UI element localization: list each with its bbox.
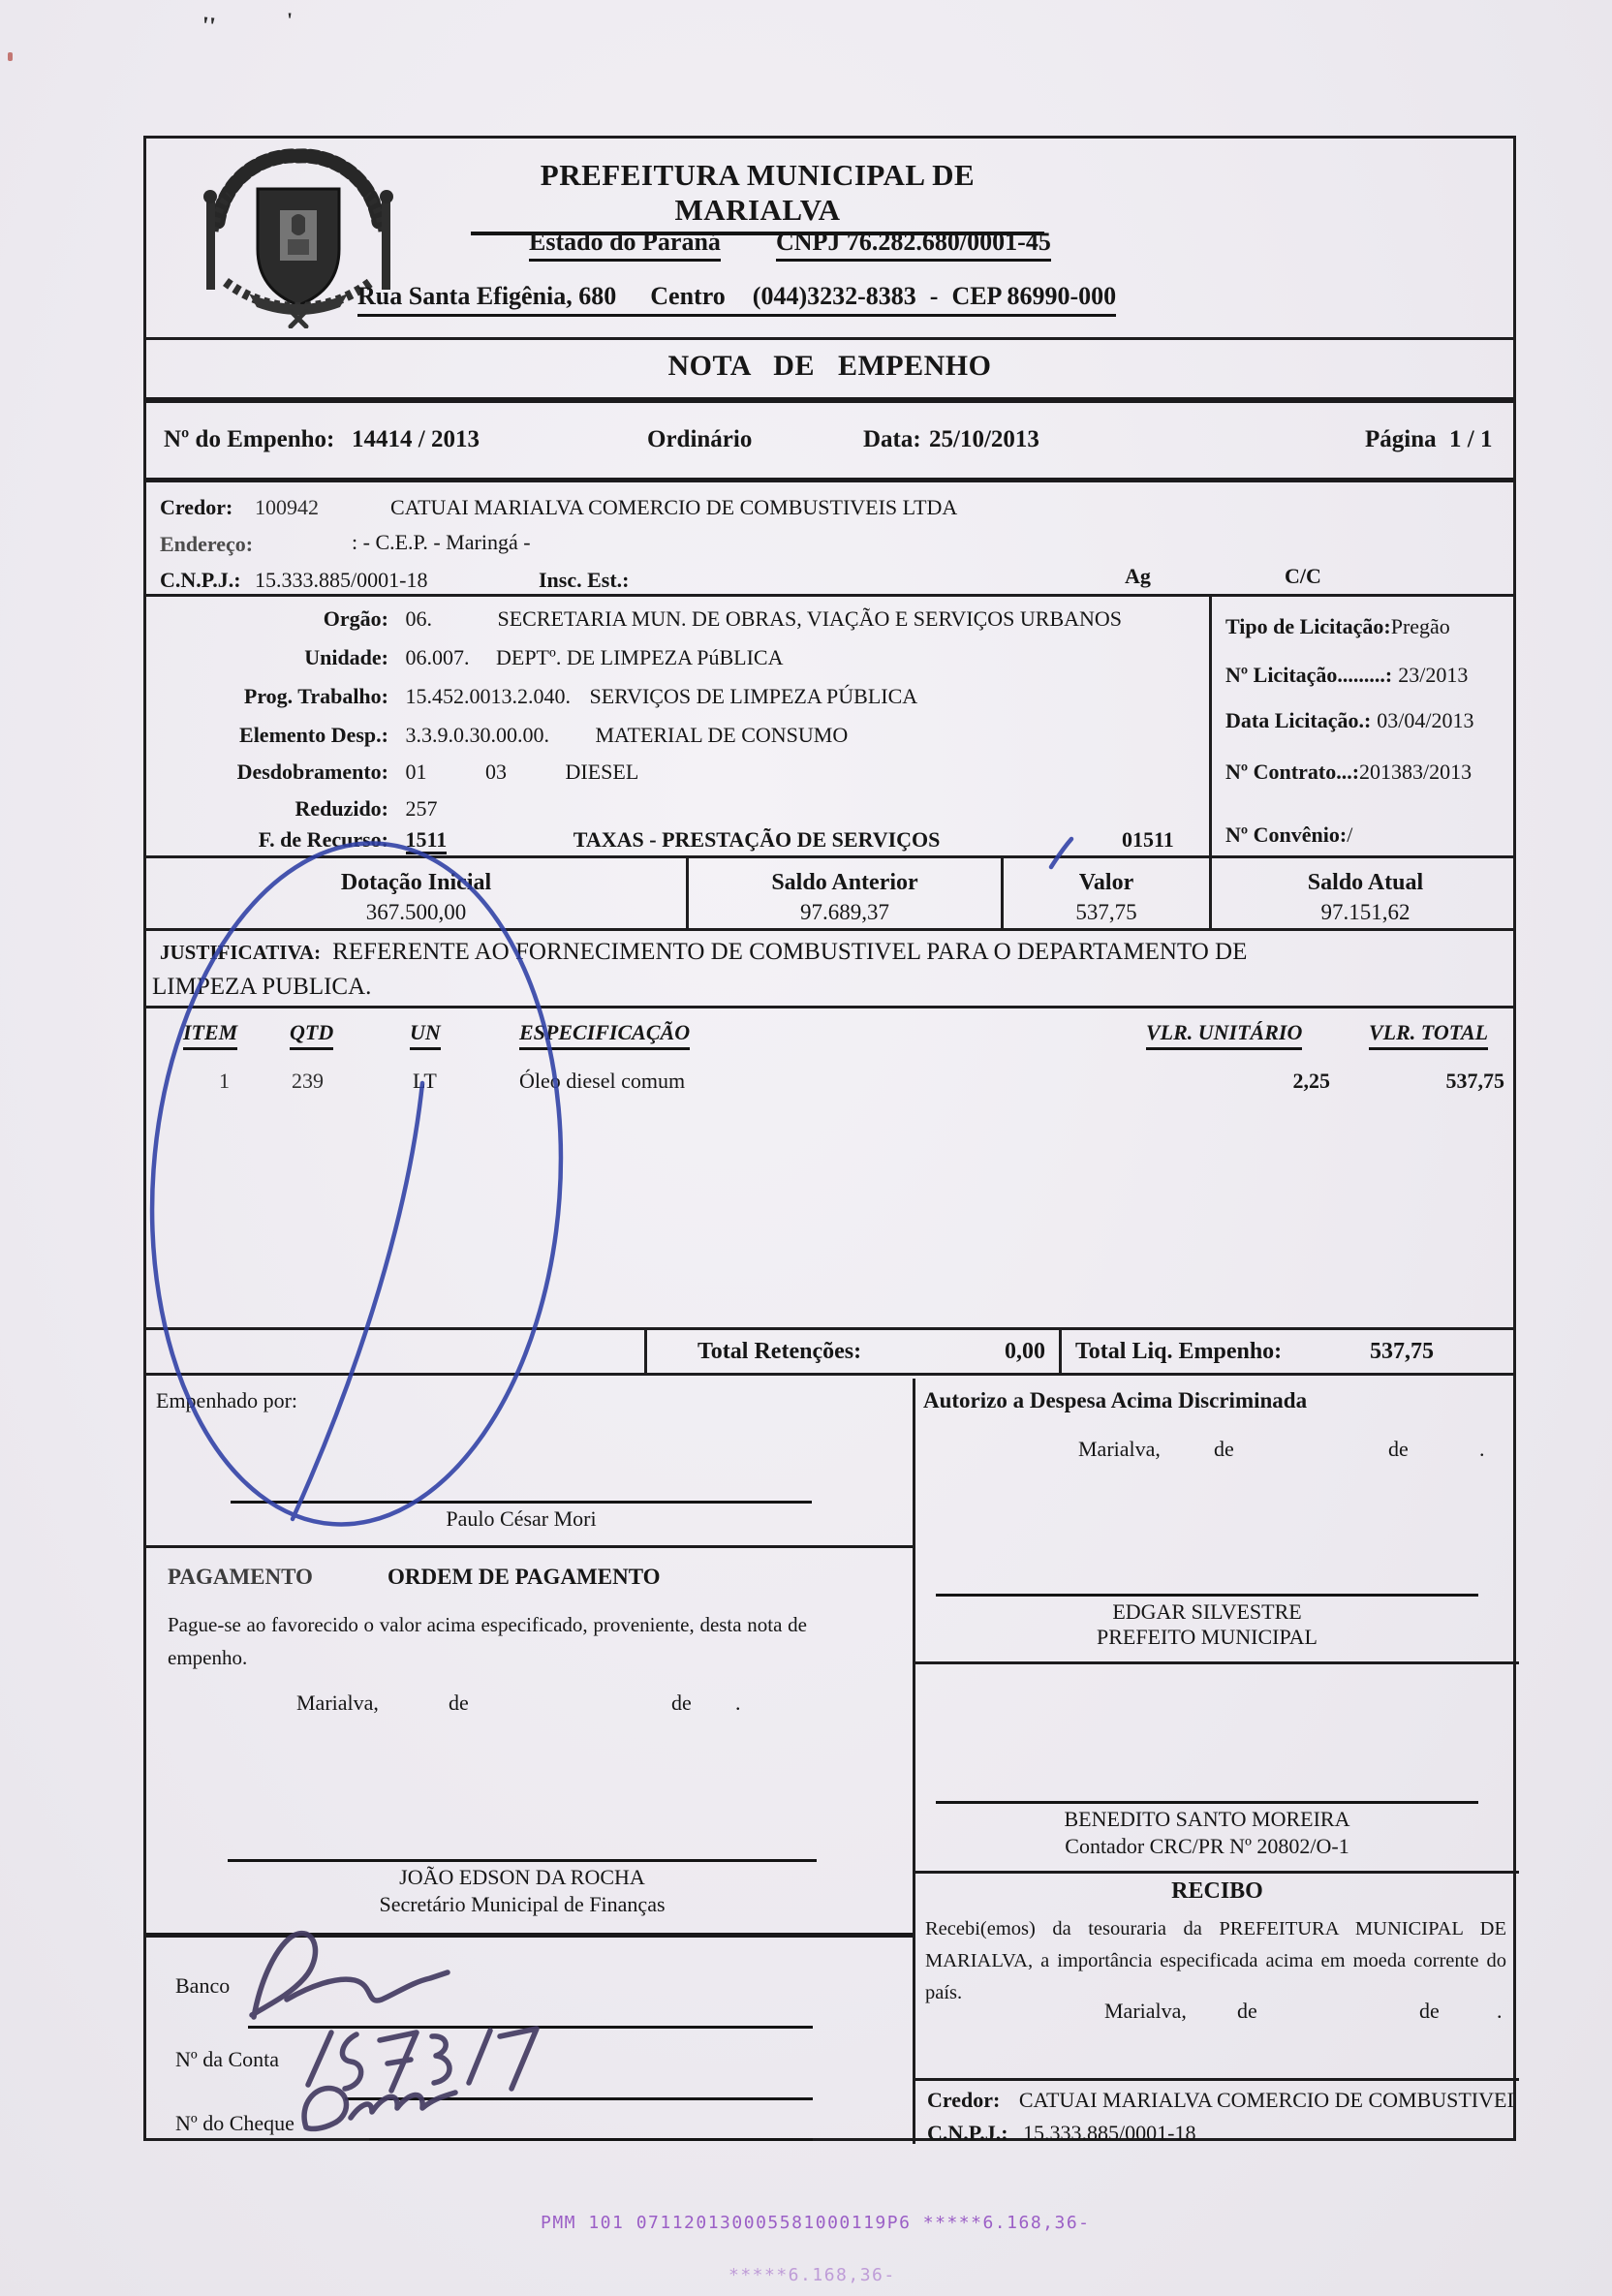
desdobramento-code2: 03 — [485, 760, 507, 784]
recibo-text: Recebi(emos) da tesouraria da PREFEITURA MUNICIPAL DE MARIALVA, a importância especificada acima em moeda corrente do país. — [925, 1918, 1506, 2003]
saldo-atual-value: 97.151,62 — [1320, 900, 1410, 924]
items-table — [146, 1006, 1513, 1327]
num-contrato-label: Nº Contrato...: — [1225, 760, 1360, 784]
pagamento-label: PAGAMENTO — [168, 1565, 313, 1589]
total-liq-cell — [1059, 1330, 1519, 1373]
orgao-code: 06. — [405, 606, 432, 631]
dot: . — [735, 1691, 741, 1715]
item-vlr-unitario: 2,25 — [1292, 1069, 1330, 1093]
credor-box — [146, 478, 1513, 594]
recibo-divider — [915, 1871, 1519, 1874]
total-retencoes-label: Total Retenções: — [698, 1339, 862, 1364]
cnpj-label: C.N.P.J.: — [160, 568, 241, 592]
empenho-number-row — [146, 397, 1513, 478]
total-retencoes-cell — [644, 1330, 1059, 1373]
secretario-signature-line — [228, 1859, 817, 1862]
desdobramento-desc: DIESEL — [565, 760, 639, 784]
de-word: de — [1388, 1437, 1409, 1461]
de-word: de — [1419, 1999, 1440, 2023]
item-qtd: 239 — [292, 1069, 324, 1093]
item-vlr-total: 537,75 — [1445, 1069, 1504, 1093]
fonte-recurso-row — [146, 827, 1174, 853]
address-cep: CEP 86990-000 — [951, 282, 1117, 310]
elemento-desp-desc: MATERIAL DE CONSUMO — [595, 723, 849, 747]
ag-label: Ag — [1125, 564, 1151, 588]
num-contrato-row — [1225, 760, 1472, 785]
col-header-vlr-total: VLR. TOTAL — [1369, 1020, 1488, 1050]
orgao-desc: SECRETARIA MUN. DE OBRAS, VIAÇÃO E SERVIÇOS URBANOS — [497, 606, 1123, 631]
recibo-title: RECIBO — [1171, 1878, 1263, 1904]
prog-trabalho-label: Prog. Trabalho: — [243, 684, 388, 708]
city-blank-line: Marialva, — [1104, 1999, 1187, 2023]
prefeito-title: PREFEITO MUNICIPAL — [1097, 1625, 1318, 1649]
address-separator: - — [929, 282, 939, 310]
page-indicator-value: 1 / 1 — [1449, 426, 1493, 452]
total-liq-label: Total Liq. Empenho: — [1075, 1339, 1283, 1364]
banco-label: Banco — [175, 1973, 231, 1998]
unidade-row — [146, 645, 784, 670]
state-label: Estado do Paraná — [529, 228, 721, 262]
prefeito-signature-line — [936, 1594, 1478, 1597]
num-convenio-row — [1225, 822, 1352, 848]
secretario-name: JOÃO EDSON DA ROCHA — [399, 1865, 645, 1889]
dotacao-inicial-value: 367.500,00 — [365, 900, 467, 924]
saldo-atual-header: Saldo Atual — [1307, 870, 1424, 895]
data-licitacao-value: 03/04/2013 — [1377, 708, 1474, 732]
empenho-date-label: Data: — [863, 426, 921, 452]
city-blank-line: Marialva, — [296, 1691, 379, 1715]
doc-title-bar — [146, 337, 1513, 397]
credor-footer-cnpj-label: C.N.P.J.: — [927, 2121, 1008, 2145]
prog-trabalho-desc: SERVIÇOS DE LIMPEZA PÚBLICA — [589, 684, 918, 708]
endereco-label: Endereço: — [160, 532, 254, 556]
num-licitacao-value: 23/2013 — [1398, 663, 1469, 687]
credor-label: Credor: — [160, 495, 233, 519]
valor-value: 537,75 — [1075, 900, 1137, 924]
licitacao-box — [1209, 597, 1519, 855]
unidade-label: Unidade: — [304, 645, 388, 669]
autorizo-label: Autorizo a Despesa Acima Discriminada — [923, 1388, 1308, 1412]
item-especificacao: Óleo diesel comum — [519, 1069, 686, 1093]
address-district: Centro — [650, 282, 726, 310]
reduzido-row — [146, 796, 438, 822]
secretario-title: Secretário Municipal de Finanças — [379, 1892, 666, 1916]
right-signature-panel — [913, 1379, 1519, 2144]
tipo-licitacao-value: Pregão — [1390, 614, 1450, 638]
fonte-recurso-right-code: 01511 — [1122, 827, 1174, 852]
saldo-anterior-header: Saldo Anterior — [771, 870, 918, 895]
empenho-date-value: 25/10/2013 — [929, 426, 1039, 452]
dot-matrix-print-line-faded: *****6.168,36- — [728, 2265, 896, 2285]
conta-label: Nº da Conta — [175, 2047, 280, 2071]
desdobramento-row — [146, 760, 638, 785]
orgao-label: Orgão: — [323, 606, 388, 631]
scan-artifact-mark: '' — [200, 11, 217, 41]
letterhead-address — [357, 282, 1116, 317]
credor-footer-label: Credor: — [927, 2088, 1001, 2112]
prog-trabalho-row — [146, 684, 917, 709]
address-phone: (044)3232-8383 — [752, 282, 916, 310]
col-header-un: UN — [410, 1020, 441, 1050]
prefeito-name: EDGAR SILVESTRE — [1112, 1599, 1302, 1624]
de-word: de — [1237, 1999, 1257, 2023]
de-word: de — [449, 1691, 469, 1715]
totals-row — [146, 1327, 1513, 1376]
saldo-anterior-value: 97.689,37 — [800, 900, 889, 924]
total-retencoes-value: 0,00 — [1005, 1339, 1045, 1364]
orgao-box — [146, 594, 1513, 855]
justificativa-box — [146, 928, 1513, 1006]
fonte-recurso-desc: TAXAS - PRESTAÇÃO DE SERVIÇOS — [573, 827, 941, 852]
desdobramento-code1: 01 — [405, 760, 427, 784]
cheque-label: Nº do Cheque — [175, 2111, 294, 2135]
cnpj-value: 15.333.885/0001-18 — [255, 568, 428, 592]
address-street: Rua Santa Efigênia, 680 — [357, 282, 617, 310]
valor-cell — [1001, 858, 1209, 928]
ordem-pagamento-label: ORDEM DE PAGAMENTO — [388, 1565, 661, 1589]
totals-empty-cell — [146, 1330, 644, 1373]
contador-title: Contador CRC/PR Nº 20802/O-1 — [1065, 1834, 1349, 1858]
valor-header: Valor — [1078, 870, 1134, 895]
total-liq-value: 537,75 — [1370, 1339, 1434, 1364]
dotacao-inicial-header: Dotação Inicial — [340, 870, 492, 895]
dotacao-inicial-cell — [146, 858, 686, 928]
banco-fill-line — [248, 2026, 813, 2029]
justificativa-line2: LIMPEZA PUBLICA. — [152, 974, 372, 1000]
dotacao-row — [146, 855, 1513, 928]
item-un: LT — [413, 1069, 437, 1093]
elemento-desp-row — [146, 723, 848, 748]
dot-matrix-print-line: PMM 101 071120130005581000119P6 *****6.168,36- — [541, 2213, 1091, 2233]
credor-name: CATUAI MARIALVA COMERCIO DE COMBUSTIVEIS LTDA — [390, 495, 958, 519]
page-indicator-label: Página — [1365, 426, 1437, 452]
insc-est-label: Insc. Est.: — [539, 568, 630, 592]
tipo-licitacao-row — [1225, 614, 1450, 639]
empenho-number-label: Nº do Empenho: — [164, 426, 335, 452]
num-contrato-value: 201383/2013 — [1359, 760, 1472, 784]
city-blank-line: Marialva, — [1078, 1437, 1161, 1461]
empenho-type: Ordinário — [647, 426, 753, 452]
num-licitacao-label: Nº Licitação.........: — [1225, 663, 1393, 687]
item-number: 1 — [219, 1069, 230, 1093]
org-cnpj: CNPJ 76.282.680/0001-45 — [776, 228, 1051, 262]
empenhado-por-name: Paulo César Mori — [446, 1506, 597, 1531]
signature-area — [146, 1379, 1513, 2144]
scan-artifact-mark: ' — [287, 8, 294, 32]
tipo-licitacao-label: Tipo de Licitação: — [1225, 614, 1391, 638]
col-header-especificacao: ESPECIFICAÇÃO — [519, 1020, 690, 1050]
justificativa-line1: REFERENTE AO FORNECIMENTO DE COMBUSTIVEL PARA O DEPARTAMENTO DE — [332, 939, 1248, 965]
fonte-recurso-code: 1511 — [406, 827, 448, 854]
prog-trabalho-code: 15.452.0013.2.040. — [405, 684, 571, 708]
dot: . — [1479, 1437, 1485, 1461]
unidade-code: 06.007. — [405, 645, 470, 669]
contador-signature-line — [936, 1801, 1478, 1804]
reduzido-label: Reduzido: — [294, 796, 388, 821]
credor-footer-cnpj-value: 15.333.885/0001-18 — [1023, 2121, 1196, 2145]
desdobramento-label: Desdobramento: — [236, 760, 388, 784]
saldo-atual-cell — [1209, 858, 1519, 928]
fonte-recurso-label: F. de Recurso: — [258, 827, 388, 852]
cheque-fill-line — [369, 2138, 813, 2141]
num-licitacao-row — [1225, 663, 1468, 688]
elemento-desp-label: Elemento Desp.: — [239, 723, 388, 747]
left-signature-panel — [146, 1379, 913, 2144]
de-word: de — [671, 1691, 692, 1715]
scan-speck — [8, 52, 13, 61]
reduzido-code: 257 — [405, 796, 438, 821]
empenho-number-value: 14414 / 2013 — [352, 426, 480, 452]
pagamento-divider — [146, 1545, 913, 1548]
col-header-item: ITEM — [183, 1020, 237, 1050]
doc-title: NOTA DE EMPENHO — [667, 350, 992, 382]
banco-section-divider — [146, 1933, 913, 1938]
contador-name: BENEDITO SANTO MOREIRA — [1064, 1807, 1350, 1831]
credor-footer-value: CATUAI MARIALVA COMERCIO DE COMBUSTIVEI — [1018, 2088, 1514, 2112]
justificativa-label: JUSTIFICATIVA: — [160, 941, 322, 964]
prefeito-divider — [915, 1661, 1519, 1664]
saldo-anterior-cell — [686, 858, 1001, 928]
dot: . — [1497, 1999, 1503, 2023]
num-convenio-value: / — [1347, 822, 1353, 847]
data-licitacao-row — [1225, 708, 1474, 733]
letterhead — [146, 139, 1513, 337]
orgao-row — [146, 606, 1122, 632]
endereco-value: : - C.E.P. - Maringá - — [352, 530, 531, 554]
de-word: de — [1214, 1437, 1234, 1461]
unidade-desc: DEPTº. DE LIMPEZA PúBLICA — [496, 645, 784, 669]
elemento-desp-code: 3.3.9.0.30.00.00. — [405, 723, 549, 747]
conta-fill-line — [345, 2097, 813, 2100]
empenhado-signature-line — [231, 1501, 812, 1504]
col-header-vlr-unitario: VLR. UNITÁRIO — [1146, 1020, 1302, 1050]
org-name-title: PREFEITURA MUNICIPAL DE MARIALVA — [471, 158, 1044, 235]
pagamento-text: Pague-se ao favorecido o valor acima especificado, proveniente, desta nota de empenho. — [168, 1613, 807, 1669]
data-licitacao-label: Data Licitação.: — [1225, 708, 1372, 732]
empenhado-por-label: Empenhado por: — [156, 1388, 298, 1412]
col-header-qtd: QTD — [290, 1020, 333, 1050]
nota-de-empenho-form — [143, 136, 1516, 2145]
num-convenio-label: Nº Convênio: — [1225, 822, 1348, 847]
credor-footer-divider — [915, 2078, 1519, 2081]
cc-label: C/C — [1285, 564, 1321, 588]
credor-code: 100942 — [255, 495, 319, 519]
